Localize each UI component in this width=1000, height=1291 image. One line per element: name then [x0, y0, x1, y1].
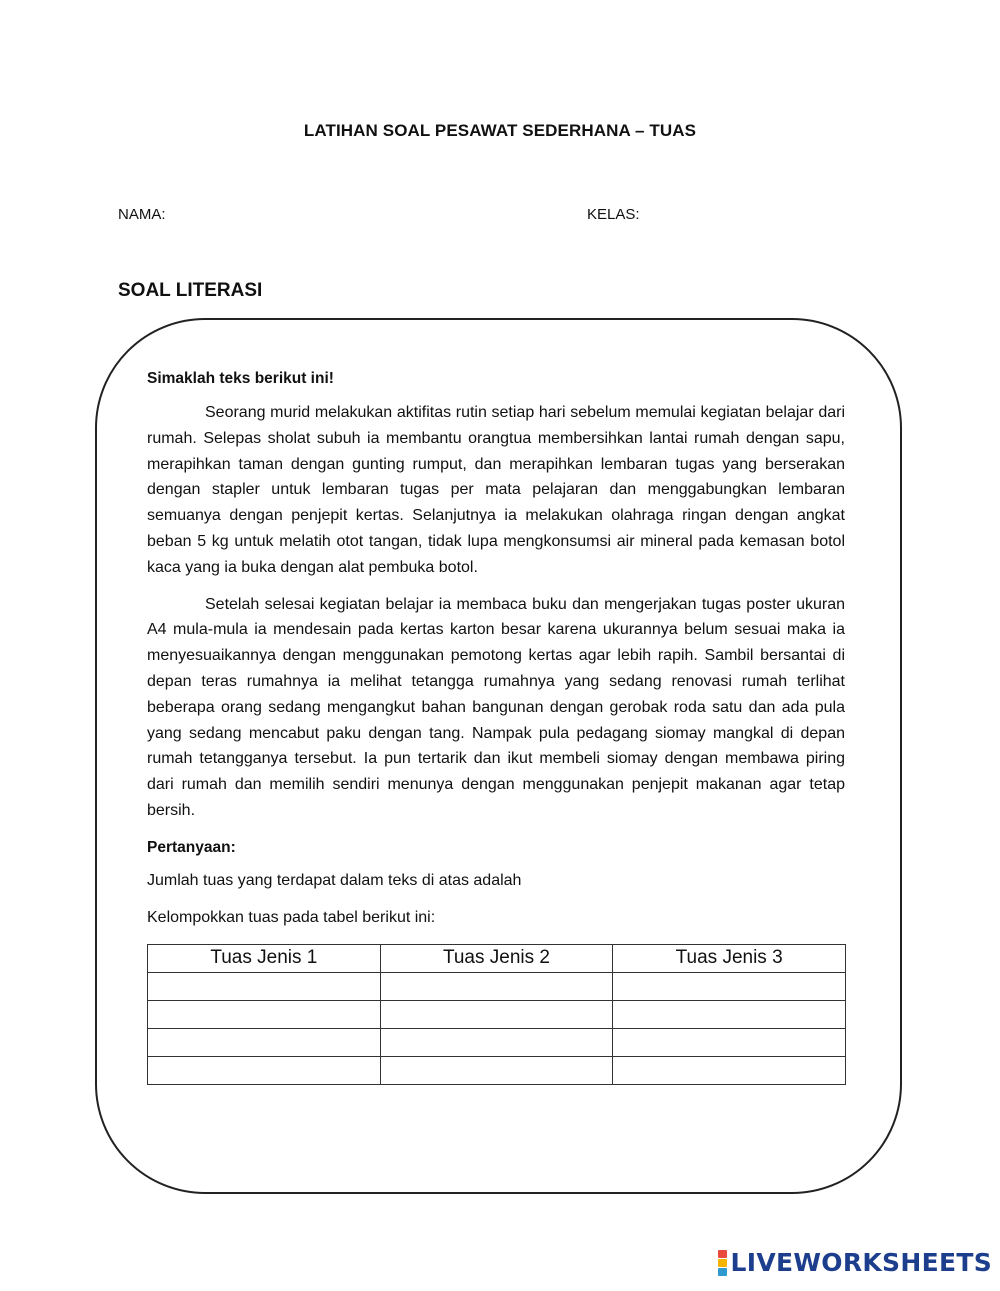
logo-block-yellow — [718, 1259, 727, 1267]
table-header-row — [148, 944, 846, 972]
question-group-levers: Kelompokkan tuas pada tabel berikut ini: — [147, 908, 436, 926]
table-cell[interactable] — [380, 1028, 613, 1056]
passage-instruction: Simaklah teks berikut ini! — [147, 370, 334, 387]
questions-heading: Pertanyaan: — [147, 838, 236, 856]
table-header-cell: Tuas Jenis 1 — [148, 944, 381, 972]
class-label: KELAS: — [587, 206, 640, 223]
section-heading: SOAL LITERASI — [118, 280, 263, 301]
logo-block-red — [718, 1250, 727, 1258]
table-row — [148, 972, 846, 1000]
table-cell[interactable] — [148, 1056, 381, 1084]
table-row — [148, 1056, 846, 1084]
table-cell[interactable] — [380, 1056, 613, 1084]
table-cell[interactable] — [613, 1000, 846, 1028]
table-cell[interactable] — [148, 1028, 381, 1056]
liveworksheets-wordmark: LIVEWORKSHEETS — [730, 1248, 992, 1277]
table-row — [148, 1028, 846, 1056]
liveworksheets-logo-icon — [718, 1250, 727, 1276]
table-cell[interactable] — [148, 1000, 381, 1028]
table-cell[interactable] — [148, 972, 381, 1000]
name-label: NAMA: — [118, 206, 166, 223]
table-cell[interactable] — [380, 1000, 613, 1028]
passage-paragraph-2: Setelah selesai kegiatan belajar ia membaca buku dan mengerjakan tugas poster ukuran A4 mula-mula ia mendesain pada kertas karton besar karena ukurannya belum sesuai maka ia menyesuaikannya dengan menggunakan pemotong kertas agar lebih rapih. Sambil bersantai di depan teras rumahnya ia melihat tetangga rumahnya yang sedang renovasi rumah terlihat beberapa orang sedang mengangkut bahan bangunan dengan gerobak roda satu dan ada pula yang sedang mencabut paku dengan tang. Nampak pula pedagang siomay mangkal di depan rumah tetangganya tersebut. Ia pun tertarik dan ikut membeli siomay dengan membawa piring dari rumah dan memilih sendiri menunya dengan menggunakan penjepit makanan agar tetap bersih. — [147, 595, 845, 819]
table-cell[interactable] — [380, 972, 613, 1000]
passage-paragraph-1: Seorang murid melakukan aktifitas rutin setiap hari sebelum memulai kegiatan belajar dari rumah. Selepas sholat subuh ia membantu orangtua membersihkan lantai rumah dengan sapu, merapihkan taman dengan gunting rumput, dan merapihkan lembaran tugas yang berserakan dengan stapler untuk lembaran tugas per mata pelajaran dan menggabungkan lembaran semuanya dengan penjepit kertas. Selanjutnya ia melakukan olahraga ringan dengan angkat beban 5 kg untuk melatih otot tangan, tidak lupa mengkonsumsi air mineral pada kemasan botol kaca yang ia buka dengan alat pembuka botol. — [147, 404, 845, 576]
table-header-cell: Tuas Jenis 3 — [613, 944, 846, 972]
table-row — [148, 1000, 846, 1028]
table-header-cell: Tuas Jenis 2 — [380, 944, 613, 972]
table-cell[interactable] — [613, 972, 846, 1000]
table-cell[interactable] — [613, 1056, 846, 1084]
worksheet-title: LATIHAN SOAL PESAWAT SEDERHANA – TUAS — [303, 121, 697, 140]
question-count-levers: Jumlah tuas yang terdapat dalam teks di atas adalah — [147, 871, 522, 889]
table-cell[interactable] — [613, 1028, 846, 1056]
passage-content — [147, 366, 845, 1085]
logo-block-blue — [718, 1268, 727, 1276]
lever-groups-table — [147, 944, 846, 1085]
liveworksheets-brand — [718, 1248, 992, 1277]
